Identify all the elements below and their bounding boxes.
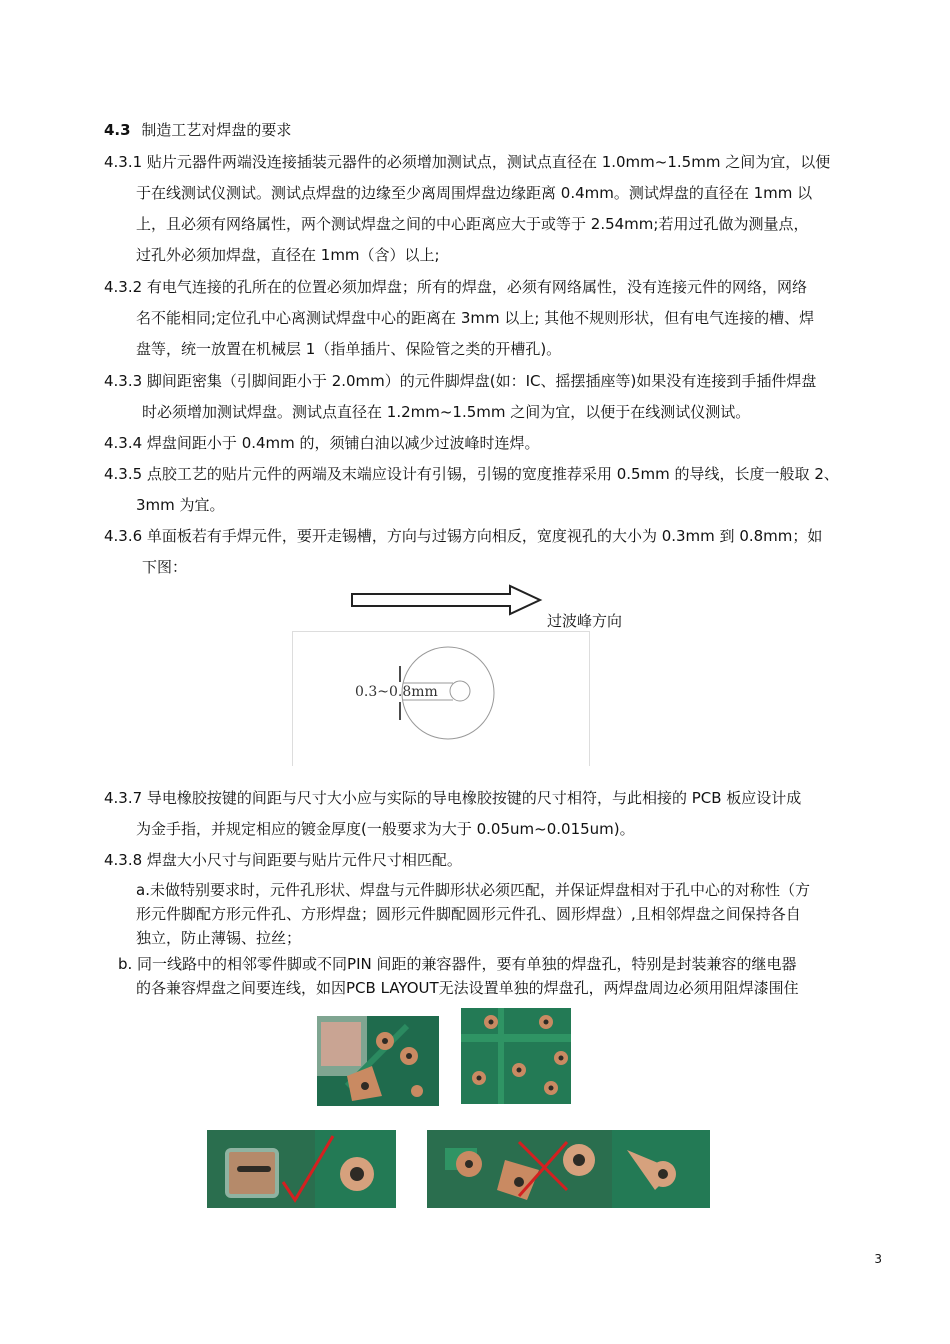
para-435-line-1: 4.3.5 点胶工艺的贴片元件的两端及末端应设计有引锡，引锡的宽度推荐采用 0.5mm 的导线，长度一般取 2、: [104, 465, 839, 483]
para-437-line-2: 为金手指，并规定相应的镀金厚度(一般要求为大于 0.05um~0.015um)。: [136, 820, 635, 838]
section-number: 4.3: [104, 121, 131, 139]
pcb-photo-pads-2: [461, 1008, 571, 1104]
pad-diagram-svg: [293, 632, 589, 766]
para-436-line-2: 下图：: [142, 558, 188, 576]
para-438a-line-2: 形元件脚配方形元件孔、方形焊盘；圆形元件脚配圆形元件孔、圆形焊盘）,且相邻焊盘之间保持各自: [136, 905, 801, 923]
para-431-line-2: 于在线测试仪测试。测试点焊盘的边缘至少离周围焊盘边缘距离 0.4mm。测试焊盘的直径在 1mm 以: [136, 184, 813, 202]
para-435-line-2: 3mm 为宜。: [136, 496, 225, 514]
slot-width-dimension: 0.3~0.8mm: [355, 684, 438, 700]
para-431-line-3: 上，且必须有网络属性，两个测试焊盘之间的中心距离应大于或等于 2.54mm;若用过孔做为测量点，: [136, 215, 809, 233]
para-438-line-1: 4.3.8 焊盘大小尺寸与间距要与贴片元件尺寸相匹配。: [104, 851, 462, 869]
pcb-photo-correct-example: [207, 1130, 396, 1208]
para-437-line-1: 4.3.7 导电橡胶按键的间距与尺寸大小应与实际的导电橡胶按键的尺寸相符，与此相接的 PCB 板应设计成: [104, 789, 802, 807]
page-number: 3: [874, 1252, 882, 1266]
para-433-line-2: 时必须增加测试焊盘。测试点直径在 1.2mm~1.5mm 之间为宜，以便于在线测试仪测试。: [142, 403, 751, 421]
para-432-line-1: 4.3.2 有电气连接的孔所在的位置必须加焊盘；所有的焊盘，必须有网络属性，没有连接元件的网络，网络: [104, 278, 807, 296]
pcb-photo-pads-1: [317, 1016, 439, 1106]
section-title: 制造工艺对焊盘的要求: [141, 121, 292, 139]
para-431-line-4: 过孔外必须加焊盘，直径在 1mm（含）以上;: [136, 246, 440, 264]
para-438b-line-1: b. 同一线路中的相邻零件脚或不同PIN 间距的兼容器件，要有单独的焊盘孔，特别是封装兼容的继电器: [118, 955, 797, 973]
pcb-photo-incorrect-example: [427, 1130, 710, 1208]
para-436-line-1: 4.3.6 单面板若有手焊元件，要开走锡槽，方向与过锡方向相反，宽度视孔的大小为 0.3mm 到 0.8mm；如: [104, 527, 823, 545]
para-438a-line-3: 独立，防止薄锡、拉丝；: [136, 929, 302, 947]
para-432-line-3: 盘等，统一放置在机械层 1（指单插片、保险管之类的开槽孔)。: [136, 340, 562, 358]
para-434-line-1: 4.3.4 焊盘间距小于 0.4mm 的，须铺白油以减少过波峰时连焊。: [104, 434, 540, 452]
section-heading: [104, 120, 291, 140]
wave-direction-arrow: [350, 584, 545, 616]
para-431-line-1: 4.3.1 贴片元器件两端没连接插装元器件的必须增加测试点，测试点直径在 1.0mm~1.5mm 之间为宜，以便: [104, 153, 831, 171]
pad-slot-diagram: [292, 631, 590, 766]
para-438b-line-2: 的各兼容焊盘之间要连线，如因PCB LAYOUT无法设置单独的焊盘孔，两焊盘周边必须用阻焊漆围住: [136, 979, 799, 997]
para-432-line-2: 名不能相同;定位孔中心离测试焊盘中心的距离在 3mm 以上; 其他不规则形状，但有电气连接的槽、焊: [136, 309, 815, 327]
wave-direction-label: 过波峰方向: [547, 612, 623, 630]
para-433-line-1: 4.3.3 脚间距密集（引脚间距小于 2.0mm）的元件脚焊盘(如：IC、摇摆插座等)如果没有连接到手插件焊盘: [104, 372, 817, 390]
para-438a-line-1: a.未做特别要求时，元件孔形状、焊盘与元件脚形状必须匹配，并保证焊盘相对于孔中心的对称性（方: [136, 881, 810, 899]
